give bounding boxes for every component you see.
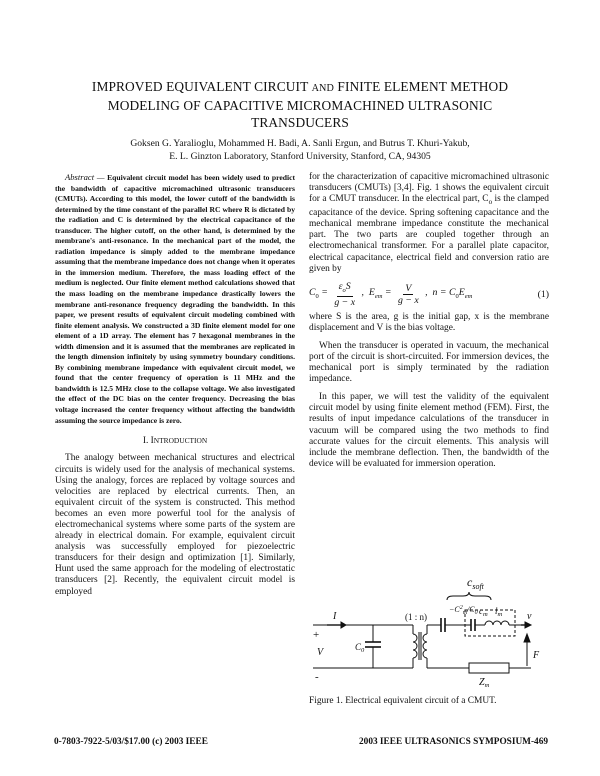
csoft-expression: $-C^2_m/C_0$ xyxy=(449,605,478,616)
section-heading-initial: I xyxy=(150,436,154,447)
right-paragraph-4: In this paper, we will test the validity of the equivalent circuit model by using finite element method (FEM). First, the results of input impedance calculations of the transducer in vacuum will be compared using the two methods to find accurate values for the circuit elements. This analysis will include the membrane deflection. Then, the bandwidth of the device will be evaluated for immersion operation. xyxy=(309,392,549,469)
ratio-label: (1 : n) xyxy=(405,612,427,622)
right-paragraph-2: where S is the area, g is the initial gap, x is the membrane displacement and V is the bias voltage. xyxy=(309,311,549,333)
velocity-arrowhead xyxy=(525,622,531,628)
current-label: I xyxy=(333,611,337,622)
voltage-label: V xyxy=(317,647,324,658)
abstract-text: Equivalent circuit model has been widely used to predict the bandwidth of capacitive micromachined ultrasonic transducers (CMUTs). According to this model, the lower cutoff of the bandwidth is determined by the time constant of the parallel RC where R is dictated by the radiation and C is determined by the electrical capacitance of the transducer. The higher cutoff, on the other hand, is determined by the membrane's anti-resonance. In the mechanical part of the model, the radiation impedance is simply added to the membrane impedance assuming that the membrane impedance does not change when it operates in the immersion medium. Therefore, the mass loading effect of the medium is neglected. Our finite element method calculations showed that the mass loading on the membrane impedance drastically lowers the membrane anti-resonance frequency degrading the bandwidth. In this paper, we present results of equivalent circuit modeling combined with finite element analysis. We constructed a 3D finite element model for one element of a 1D array. The element has 7 hexagonal membranes in the width dimension and it is assumed that the membranes are replicated in the length dimension infinitely by using symmetry boundary conditions. By combining membrane impedance with equivalent circuit model, we found that the center frequency of operation is 11 MHz and the bandwidth is 12.5 MHz close to the collapse voltage. We also investigated the effect of the DC bias on the center frequency. Decreasing the bias voltage increased the center frequency without affecting the bandwidth assuming the source impedance is zero. xyxy=(55,173,295,425)
title-line-1b: FINITE ELEMENT METHOD xyxy=(337,79,509,94)
equation-number: (1) xyxy=(537,288,549,300)
primary-coil xyxy=(413,634,417,658)
right-p1-sub: o xyxy=(488,198,493,207)
plus-sign: + xyxy=(313,629,320,641)
right-paragraph-1 xyxy=(309,172,549,275)
zm-box xyxy=(469,663,509,673)
lm-inductor xyxy=(485,621,509,625)
lm-label: $l_m$ xyxy=(495,606,503,618)
secondary-coil xyxy=(423,634,427,658)
right-paragraph-3: When the transducer is operated in vacuum, the mechanical port of the circuit is short-circuited. For immersion devices, the mechanical port is simply terminated by the radiation impedance. xyxy=(309,340,549,385)
minus-sign: - xyxy=(315,671,319,683)
force-label: F xyxy=(533,650,540,661)
authors: Goksen G. Yaralioglu, Mohammed H. Badi, A. Sanli Ergun, and Butrus T. Khuri-Yakub, xyxy=(130,138,470,149)
figure-caption: Figure 1. Electrical equivalent circuit of a CMUT. xyxy=(309,696,497,706)
csoft-brace xyxy=(447,592,491,600)
footer-symposium: 2003 IEEE ULTRASONICS SYMPOSIUM-469 xyxy=(359,737,548,747)
intro-paragraph: The analogy between mechanical structures and electrical circuits is widely used for the analysis of mechanical systems. Using the analogy, forces are replaced by voltage sources and velocities are replaced by electrical currents. Then, an equivalent circuit of the system is constructed. This method becomes an even more powerful tool for the analysis of electromechanical systems where some parts of the system are already in electrical domain. For example, equivalent circuit analysis was successfully employed for piezoelectric transducers for their design and optimization [1]. Similarly, Hunt used the same approach for the modeling of electrostatic transducers [2]. Recently, the equivalent circuit model is employed xyxy=(55,453,295,597)
affiliation: E. L. Ginzton Laboratory, Stanford University, Stanford, CA, 94305 xyxy=(169,151,431,162)
section-heading-introduction xyxy=(55,435,295,447)
current-arrowhead xyxy=(341,622,346,628)
velocity-label: v xyxy=(527,611,532,622)
equation-1: $C_0$ = $\frac{\varepsilon_oS}{g - x}$ , $E_{em}$ = $\frac{V}{g - x}$ , $n = C_0E_{em}$ (1) xyxy=(309,280,549,308)
right-p1-text: for the characterization of capacitive micromachined ultrasonic transducers (CMUTs) [3,4]. Fig. 1 shows the equivalent circuit for a CMUT transducer. In the electrical part, C xyxy=(309,172,549,205)
title-line-1a: IMPROVED EQUIVALENT CIRCUIT xyxy=(91,79,309,94)
abstract xyxy=(55,172,295,426)
csoft-label: $c_{soft}$ xyxy=(467,575,484,591)
circuit-diagram xyxy=(309,570,549,692)
title-line-2: MODELING OF CAPACITIVE MICROMACHINED ULTRASONIC xyxy=(107,98,493,113)
zm-label: $Z_m$ xyxy=(479,677,490,689)
abstract-lead: Abstract — xyxy=(65,172,105,182)
c0-label: $C_0$ xyxy=(355,642,365,654)
figure-1 xyxy=(309,570,549,707)
right-p1-rest: is the clamped capacitance of the device. Spring softening capacitance and the mechanical membrane impedance constitute the mechanical part. The two parts are coupled together through an electromechanical transformer. For a parallel plate capacitor, electrical capacitance, electrical field and conversion ratio are given by xyxy=(309,194,549,274)
force-arrowhead xyxy=(524,634,530,642)
cm-label: $c_m$ xyxy=(479,606,488,618)
footer-copyright: 0-7803-7922-5/03/$17.00 (c) 2003 IEEE xyxy=(54,737,208,747)
left-column xyxy=(55,172,295,603)
title-line-3: TRANSDUCERS xyxy=(251,115,349,130)
section-heading-rest: NTRODUCTION xyxy=(153,436,208,446)
title-and: AND xyxy=(311,83,334,94)
section-numeral: I. xyxy=(142,436,149,447)
author-block xyxy=(80,137,520,163)
paper-title xyxy=(80,78,520,131)
right-column xyxy=(309,172,549,475)
